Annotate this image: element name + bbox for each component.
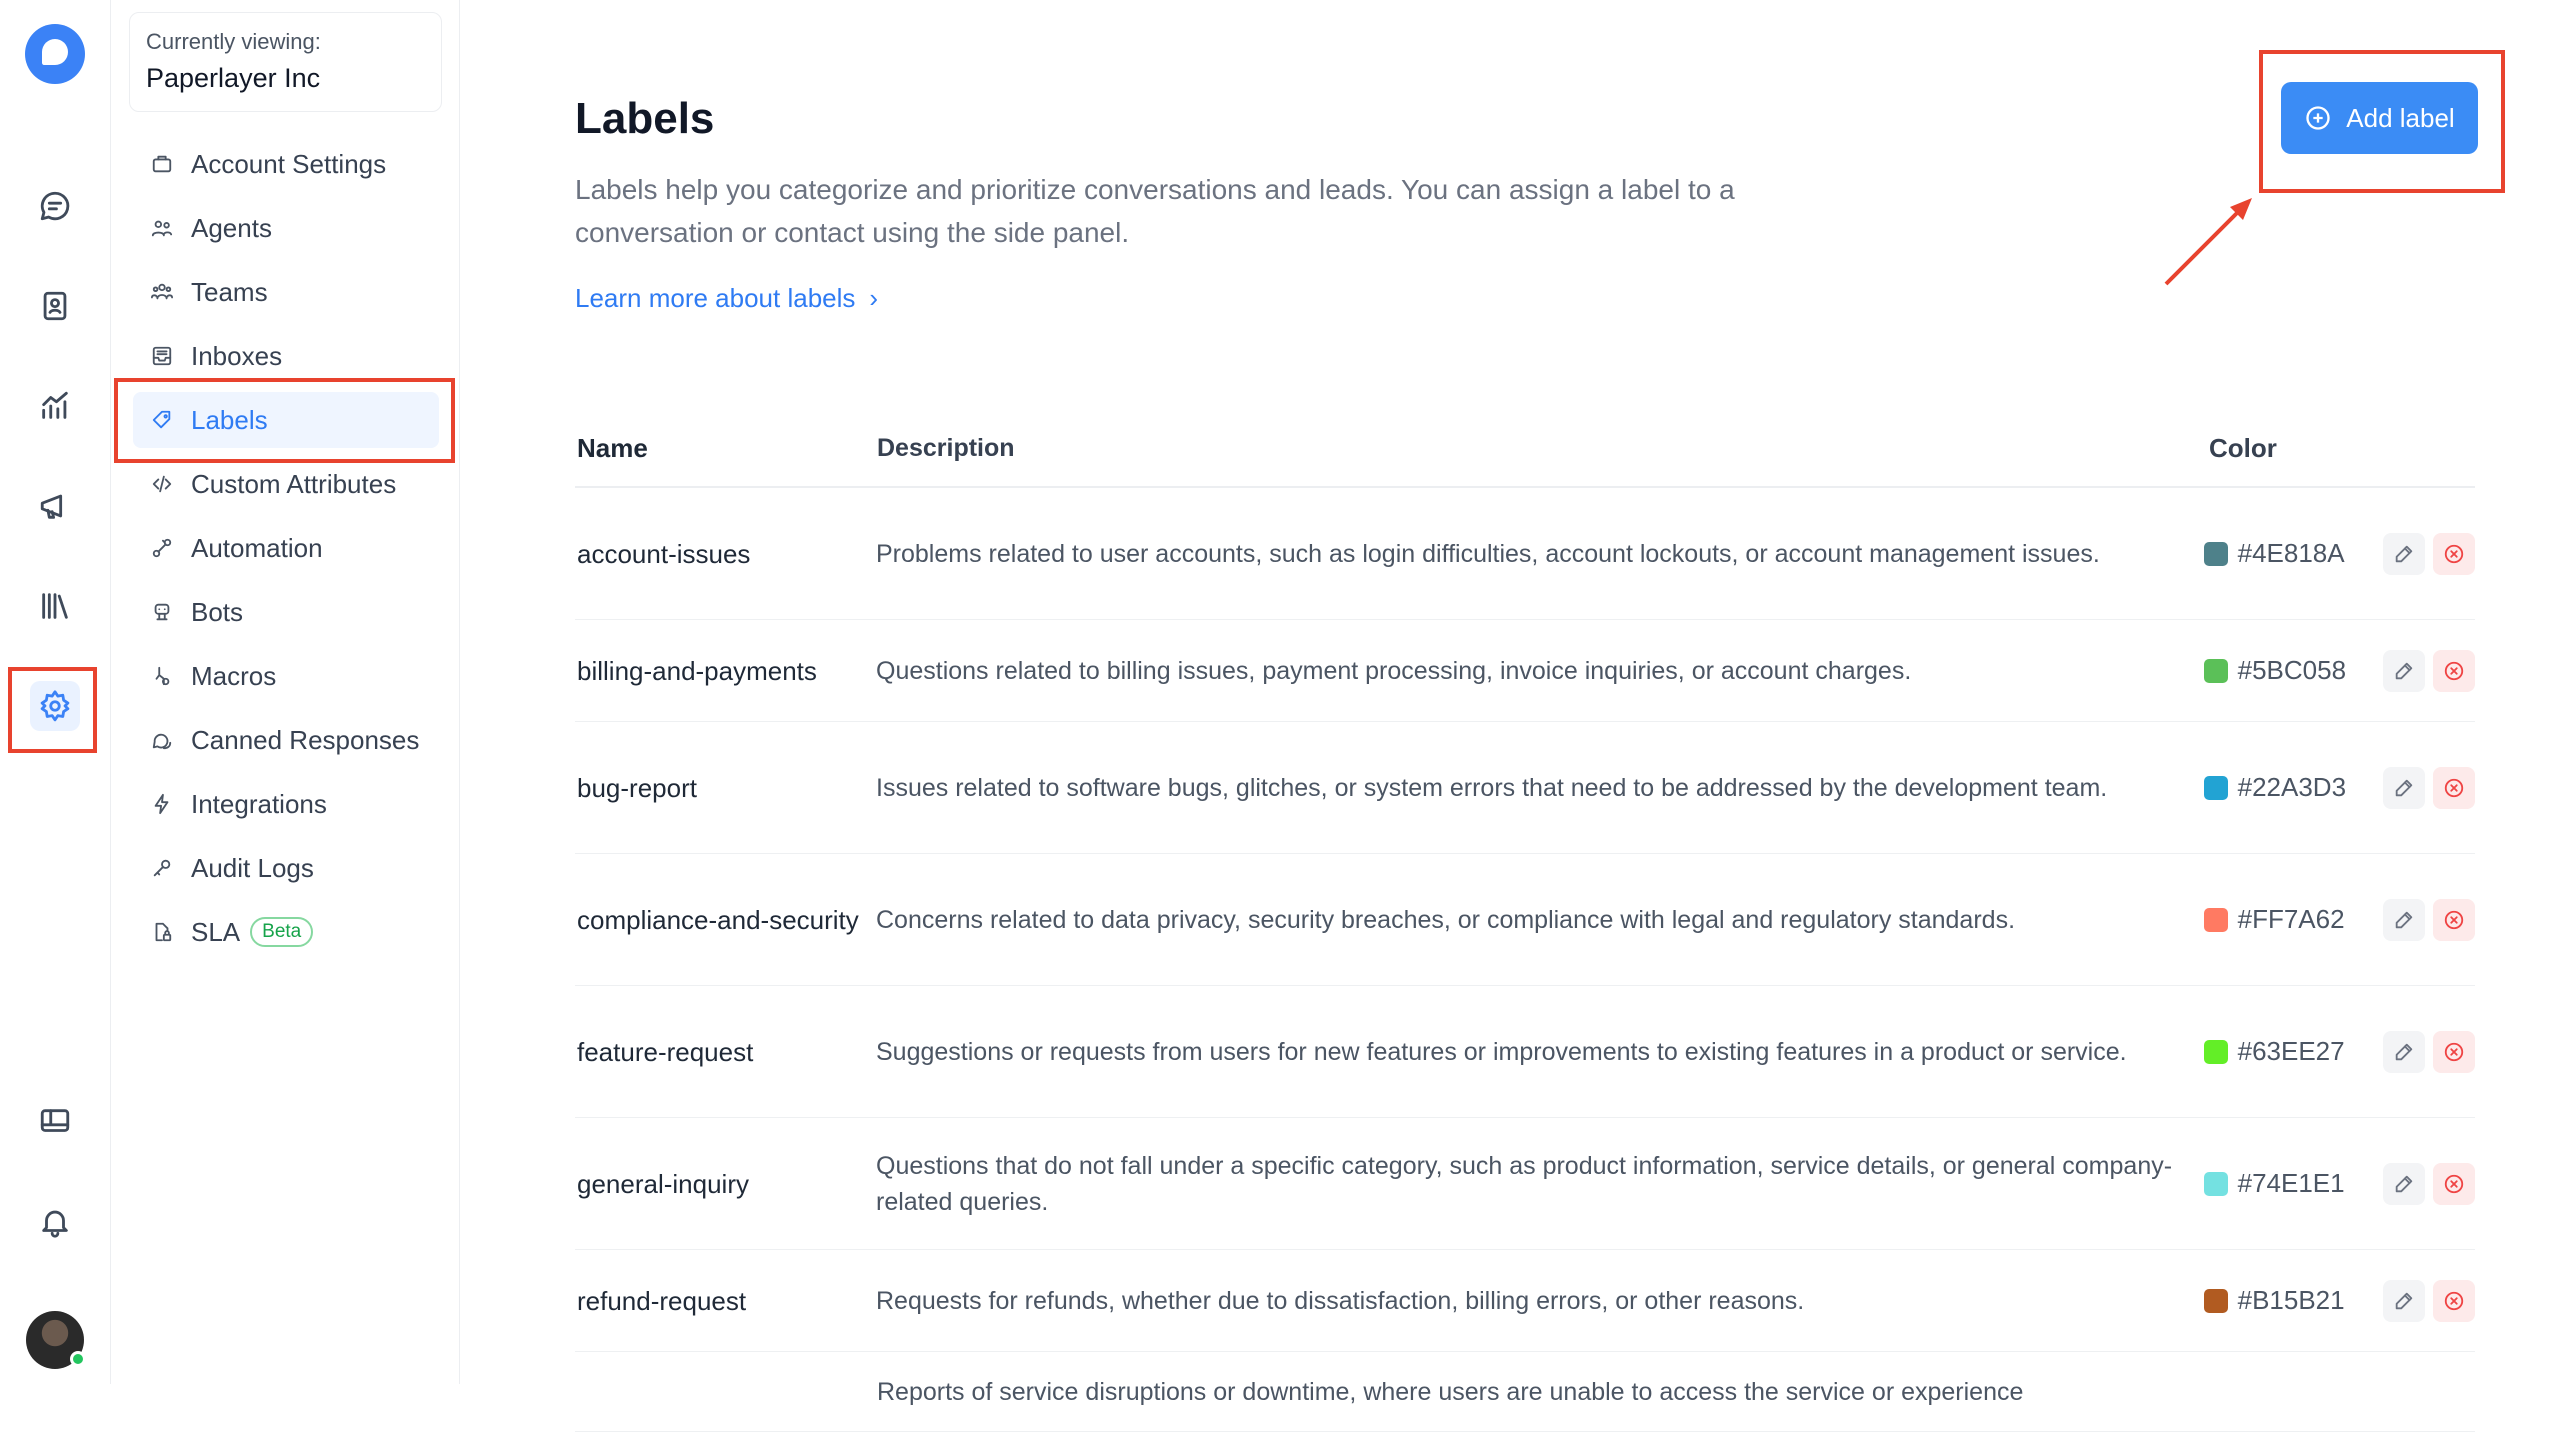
pencil-icon	[2393, 1173, 2415, 1195]
page-title: Labels	[575, 94, 715, 143]
column-header-description: Description	[877, 434, 1015, 462]
color-hex: #FF7A62	[2237, 904, 2345, 934]
color-hex: #22A3D3	[2237, 772, 2347, 802]
dismiss-circle-icon	[2443, 1290, 2465, 1312]
reports-nav-button[interactable]	[30, 381, 80, 431]
row-actions	[2383, 899, 2475, 941]
delete-label-button[interactable]	[2433, 1280, 2475, 1322]
label-description: Problems related to user accounts, such as login difficulties, account lockouts, or account management issues.	[876, 539, 2100, 568]
tag-icon	[151, 409, 173, 431]
color-swatch	[2204, 1040, 2228, 1064]
color-hex: #5BC058	[2237, 655, 2347, 685]
sidebar-item-label: Teams	[191, 276, 268, 307]
label-description: Issues related to software bugs, glitches, or system errors that need to be addressed by the development team.	[876, 773, 2108, 802]
label-name: account-issues	[577, 538, 751, 569]
edit-label-button[interactable]	[2383, 767, 2425, 809]
sidebar-item-labels[interactable]	[133, 392, 439, 448]
delete-label-button[interactable]	[2433, 1031, 2475, 1073]
dismiss-circle-icon	[2443, 1173, 2465, 1195]
sidebar-item-inboxes[interactable]	[133, 328, 439, 384]
row-actions	[2383, 1163, 2475, 1205]
labels-table	[575, 410, 2475, 1432]
account-caption: Currently viewing:	[146, 29, 321, 54]
dismiss-circle-icon	[2443, 777, 2465, 799]
table-row	[575, 722, 2475, 854]
pencil-icon	[2393, 777, 2415, 799]
sidebar-item-label: Automation	[191, 532, 323, 563]
delete-label-button[interactable]	[2433, 899, 2475, 941]
settings-gear-icon	[38, 689, 72, 723]
table-row	[575, 1352, 2475, 1432]
table-row	[575, 620, 2475, 722]
label-name: general-inquiry	[577, 1168, 749, 1199]
team-icon	[151, 281, 173, 303]
chat-bubble-icon	[38, 189, 72, 223]
row-actions	[2383, 1031, 2475, 1073]
delete-label-button[interactable]	[2433, 1163, 2475, 1205]
delete-label-button[interactable]	[2433, 650, 2475, 692]
table-header	[575, 410, 2475, 488]
campaigns-nav-button[interactable]	[30, 481, 80, 531]
dismiss-circle-icon	[2443, 909, 2465, 931]
dashboard-apps-icon	[38, 1105, 72, 1139]
library-icon	[38, 589, 72, 623]
color-hex: #74E1E1	[2237, 1168, 2345, 1198]
color-swatch	[2204, 776, 2228, 800]
label-description: Questions related to billing issues, payment processing, invoice inquiries, or account charges.	[876, 656, 1912, 685]
sidebar-item-account-settings[interactable]	[133, 136, 439, 192]
label-color	[2204, 1036, 2383, 1067]
annotation-arrow	[2160, 195, 2255, 290]
account-switcher[interactable]	[129, 12, 442, 112]
color-swatch	[2204, 1289, 2228, 1313]
table-row	[575, 1118, 2475, 1250]
dashboard-apps-nav-button[interactable]	[30, 1097, 80, 1147]
account-name: Paperlayer Inc	[146, 63, 321, 93]
add-label-text: Add label	[2346, 102, 2455, 133]
color-swatch	[2204, 1172, 2228, 1196]
sidebar-item-label: Canned Responses	[191, 724, 420, 755]
column-header-color: Color	[2209, 432, 2277, 463]
reports-icon	[38, 389, 72, 423]
table-body	[575, 488, 2475, 1432]
label-description: Requests for refunds, whether due to dissatisfaction, billing errors, or other reasons.	[876, 1286, 1805, 1315]
library-nav-button[interactable]	[30, 581, 80, 631]
sidebar-item-agents[interactable]	[133, 200, 439, 256]
sidebar-item-label: Bots	[191, 596, 244, 627]
primary-nav-rail	[0, 0, 111, 1384]
table-row	[575, 986, 2475, 1118]
edit-label-button[interactable]	[2383, 1163, 2425, 1205]
add-label-button[interactable]	[2281, 82, 2478, 154]
contacts-nav-button[interactable]	[30, 281, 80, 331]
pencil-icon	[2393, 1041, 2415, 1063]
online-status-dot	[70, 1351, 86, 1367]
pencil-icon	[2393, 909, 2415, 931]
add-circle-icon	[2304, 104, 2332, 132]
label-name: billing-and-payments	[577, 655, 817, 686]
sidebar-item-audit-logs[interactable]	[133, 840, 439, 896]
label-color	[2204, 772, 2383, 803]
row-actions	[2383, 650, 2475, 692]
flash-icon	[151, 793, 173, 815]
notifications-nav-button[interactable]	[30, 1197, 80, 1247]
sidebar-item-automation[interactable]	[133, 520, 439, 576]
column-header-name: Name	[577, 433, 648, 463]
sidebar-item-bots[interactable]	[133, 584, 439, 640]
label-color	[2204, 904, 2383, 935]
settings-sidebar	[111, 0, 460, 1384]
dismiss-circle-icon	[2443, 660, 2465, 682]
color-swatch	[2204, 908, 2228, 932]
sidebar-item-label: Agents	[191, 212, 272, 243]
chat-multiple-icon	[151, 729, 173, 751]
learn-more-link[interactable]	[575, 283, 878, 314]
campaigns-megaphone-icon	[38, 489, 72, 523]
macro-icon	[151, 665, 173, 687]
color-hex: #4E818A	[2237, 538, 2345, 568]
pencil-icon	[2393, 660, 2415, 682]
conversations-nav-button[interactable]	[30, 181, 80, 231]
edit-label-button[interactable]	[2383, 1031, 2425, 1073]
edit-label-button[interactable]	[2383, 1280, 2425, 1322]
code-icon	[151, 473, 173, 495]
dismiss-circle-icon	[2443, 1041, 2465, 1063]
automation-icon	[151, 537, 173, 559]
learn-more-label: Learn more about labels	[575, 283, 856, 313]
row-actions	[2383, 533, 2475, 575]
beta-badge: Beta	[250, 917, 313, 947]
table-row	[575, 488, 2475, 620]
sidebar-item-label: Audit Logs	[191, 852, 314, 883]
sidebar-item-label: Inboxes	[191, 340, 283, 371]
key-icon	[151, 857, 173, 879]
color-hex: #B15B21	[2237, 1285, 2345, 1315]
label-description: Questions that do not fall under a specific category, such as product information, service details, or general company-related queries.	[876, 1151, 2173, 1216]
label-color	[2204, 538, 2383, 569]
dismiss-circle-icon	[2443, 543, 2465, 565]
table-row	[575, 854, 2475, 986]
sidebar-item-custom-attributes[interactable]	[133, 456, 439, 512]
sidebar-item-canned-responses[interactable]	[133, 712, 439, 768]
user-avatar[interactable]	[26, 1311, 84, 1369]
color-swatch	[2204, 542, 2228, 566]
app-logo[interactable]	[25, 24, 85, 84]
inbox-icon	[151, 345, 173, 367]
sidebar-item-label: Account Settings	[191, 148, 387, 179]
sidebar-item-label: Custom Attributes	[191, 468, 397, 499]
row-actions	[2383, 1280, 2475, 1322]
label-name: refund-request	[577, 1285, 747, 1316]
sidebar-item-sla[interactable]	[133, 904, 439, 960]
label-color	[2204, 1285, 2383, 1316]
label-name: bug-report	[577, 772, 697, 803]
label-description: Concerns related to data privacy, security breaches, or compliance with legal and regulatory standards.	[876, 905, 2016, 934]
sidebar-item-label: Integrations	[191, 788, 327, 819]
chevron-right-icon: ›	[869, 283, 879, 313]
edit-label-button[interactable]	[2383, 899, 2425, 941]
sidebar-item-teams[interactable]	[133, 264, 439, 320]
sidebar-item-integrations[interactable]	[133, 776, 439, 832]
delete-label-button[interactable]	[2433, 767, 2475, 809]
bot-icon	[151, 601, 173, 623]
sidebar-item-label: Labels	[191, 404, 268, 435]
label-description: Reports of service disruptions or downtime, where users are unable to access the service or experience	[877, 1378, 2024, 1406]
delete-label-button[interactable]	[2433, 533, 2475, 575]
edit-label-button[interactable]	[2383, 650, 2425, 692]
page-description: Labels help you categorize and prioritize conversations and leads. You can assign a label to a conversation or contact using the side panel.	[575, 174, 1735, 248]
label-color	[2204, 655, 2383, 686]
pencil-icon	[2393, 543, 2415, 565]
edit-label-button[interactable]	[2383, 533, 2425, 575]
color-hex: #63EE27	[2237, 1036, 2345, 1066]
label-name: compliance-and-security	[577, 904, 859, 935]
settings-nav-button[interactable]	[30, 681, 80, 731]
table-row	[575, 1250, 2475, 1352]
label-color	[2204, 1168, 2383, 1199]
sidebar-item-macros[interactable]	[133, 648, 439, 704]
people-icon	[151, 217, 173, 239]
sidebar-item-label: Macros	[191, 660, 277, 691]
briefcase-icon	[151, 153, 173, 175]
sidebar-item-label: SLA	[191, 916, 241, 947]
pencil-icon	[2393, 1290, 2415, 1312]
label-description: Suggestions or requests from users for new features or improvements to existing features in a product or service.	[876, 1037, 2127, 1066]
label-name: feature-request	[577, 1036, 754, 1067]
row-actions	[2383, 767, 2475, 809]
color-swatch	[2204, 659, 2228, 683]
bell-icon	[38, 1205, 72, 1239]
document-lock-icon	[151, 921, 173, 943]
contacts-icon	[38, 289, 72, 323]
